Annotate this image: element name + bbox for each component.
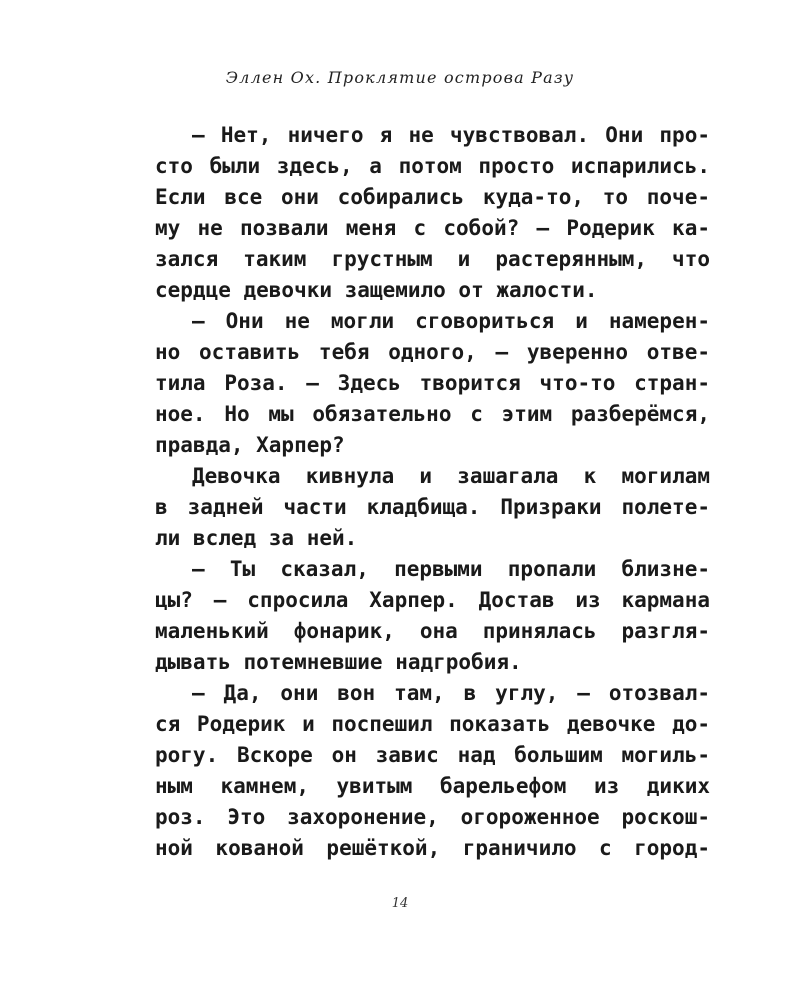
text-line: маленький фонарик, она принялась разгля-: [155, 619, 710, 643]
page-number: 14: [391, 896, 409, 911]
text-line: — Да, они вон там, в углу, — отозвал-: [192, 681, 710, 705]
text-line: му не позвали меня с собой? — Родерик ка-: [155, 216, 710, 240]
text-line: ное. Но мы обязательно с этим разберёмся,: [155, 402, 710, 426]
text-line: в задней части кладбища. Призраки полете-: [155, 495, 710, 519]
text-line: Если все они собирались куда-то, то поче-: [155, 185, 710, 209]
text-line: ным камнем, увитым барельефом из диких: [155, 774, 710, 798]
text-line: Девочка кивнула и зашагала к могилам: [192, 464, 710, 488]
text-line: — Ты сказал, первыми пропали близне-: [192, 557, 710, 581]
text-line: сто были здесь, а потом просто испарились.: [155, 154, 710, 178]
text-line: рогу. Вскоре он завис над большим могиль-: [155, 743, 710, 767]
text-line: тила Роза. — Здесь творится что-то стран-: [155, 371, 710, 395]
text-line: дывать потемневшие надгробия.: [155, 650, 522, 674]
text-line: ной кованой решёткой, граничило с город-: [155, 836, 710, 860]
body-text: [155, 120, 710, 864]
running-header: Эллен Ох. Проклятие острова Разу: [225, 68, 575, 87]
text-line: зался таким грустным и растерянным, что: [155, 247, 710, 271]
text-line: ся Родерик и поспешил показать девочке до-: [155, 712, 710, 736]
text-line: цы? — спросила Харпер. Достав из кармана: [155, 588, 710, 612]
text-line: но оставить тебя одного, — уверенно отве-: [155, 340, 710, 364]
text-line: — Они не могли сговориться и намерен-: [192, 309, 710, 333]
text-line: правда, Харпер?: [155, 433, 345, 457]
text-line: сердце девочки защемило от жалости.: [155, 278, 598, 302]
text-line: ли вслед за ней.: [155, 526, 358, 550]
text-line: — Нет, ничего я не чувствовал. Они про-: [192, 123, 710, 147]
text-line: роз. Это захоронение, огороженное роскош-: [155, 805, 710, 829]
